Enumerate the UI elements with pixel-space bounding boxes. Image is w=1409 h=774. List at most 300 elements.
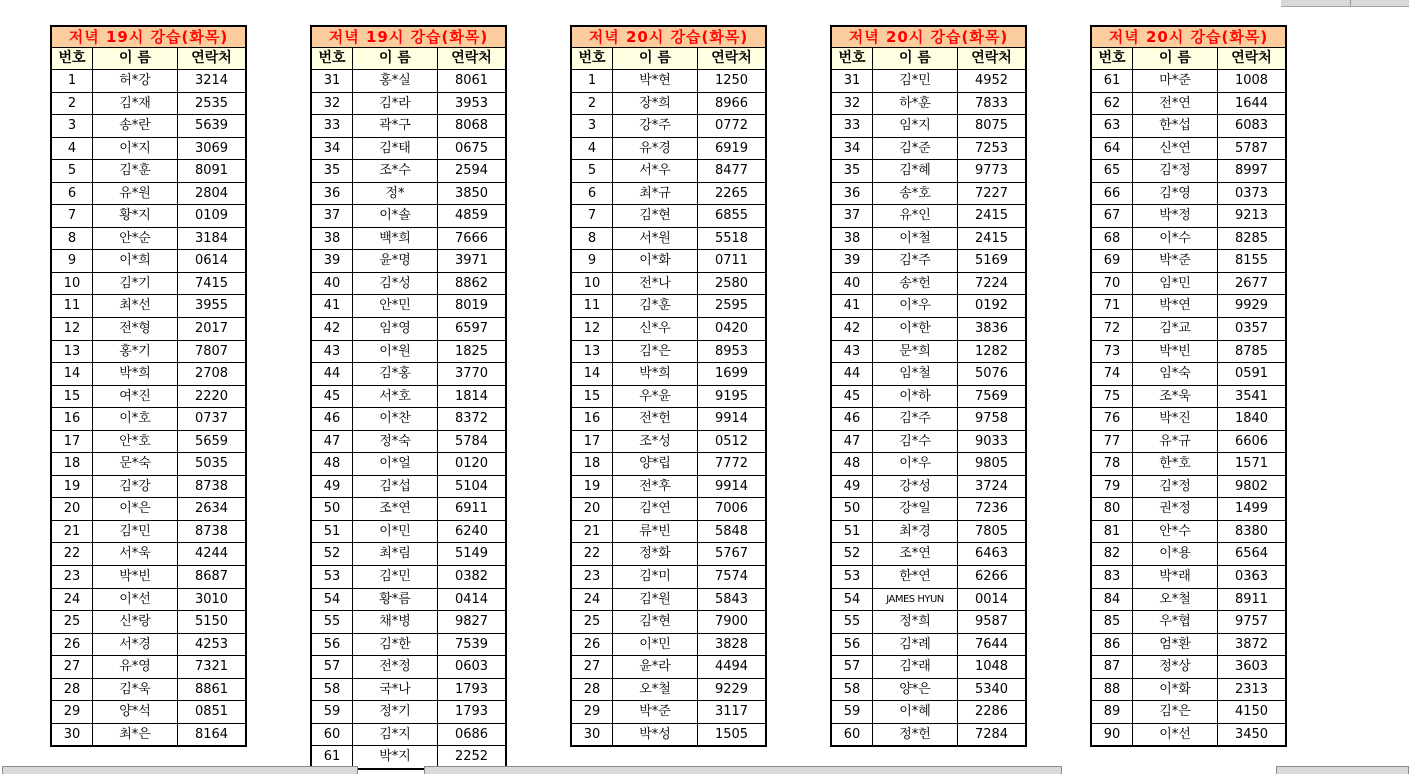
row-number-cell[interactable]: 14: [583, 366, 601, 382]
row-number-cell[interactable]: 34: [323, 140, 341, 156]
name-cell[interactable]: 권*정: [1132, 498, 1218, 520]
row-number-cell[interactable]: 15: [583, 388, 601, 404]
row-number-cell[interactable]: 30: [63, 726, 81, 742]
name-cell[interactable]: 조*수: [352, 160, 438, 182]
row-number-cell[interactable]: 57: [843, 659, 861, 675]
row-number-cell[interactable]: 2: [587, 95, 597, 111]
name-cell[interactable]: 김*홍: [352, 363, 438, 385]
name-cell[interactable]: 임*민: [1132, 273, 1218, 295]
row-number-cell[interactable]: 46: [323, 411, 341, 427]
name-cell[interactable]: 문*숙: [92, 453, 178, 475]
row-number-cell[interactable]: 38: [323, 230, 341, 246]
name-cell[interactable]: 이*희: [92, 250, 178, 272]
row-number-cell[interactable]: 68: [1103, 230, 1121, 246]
name-cell[interactable]: 홍*기: [92, 341, 178, 363]
name-cell[interactable]: 이*화: [612, 250, 698, 272]
row-number-cell[interactable]: 54: [323, 591, 341, 607]
name-cell[interactable]: 박*빈: [92, 566, 178, 588]
contact-cell[interactable]: 1499: [1234, 501, 1269, 517]
name-cell[interactable]: 여*진: [92, 386, 178, 408]
name-cell[interactable]: 김*주: [872, 408, 958, 430]
name-cell[interactable]: 안*호: [92, 431, 178, 453]
name-cell[interactable]: 김*성: [352, 273, 438, 295]
name-cell[interactable]: 김*민: [872, 70, 958, 92]
name-cell[interactable]: 김*래: [872, 656, 958, 678]
row-number-cell[interactable]: 45: [323, 388, 341, 404]
contact-cell[interactable]: 0420: [714, 321, 749, 337]
row-number-cell[interactable]: 56: [843, 636, 861, 652]
name-cell[interactable]: 박*준: [1132, 250, 1218, 272]
name-cell[interactable]: 이*화: [1132, 679, 1218, 701]
name-cell[interactable]: 김*지: [352, 724, 438, 746]
name-cell[interactable]: 유*규: [1132, 431, 1218, 453]
name-cell[interactable]: 김*정: [1132, 476, 1218, 498]
contact-cell[interactable]: 0686: [454, 726, 489, 742]
row-number-cell[interactable]: 76: [1103, 411, 1121, 427]
contact-cell[interactable]: 8075: [974, 118, 1009, 134]
row-number-cell[interactable]: 33: [843, 118, 861, 134]
row-number-cell[interactable]: 39: [323, 253, 341, 269]
row-number-cell[interactable]: 62: [1103, 95, 1121, 111]
name-cell[interactable]: 전*헌: [612, 408, 698, 430]
row-number-cell[interactable]: 58: [323, 681, 341, 697]
name-cell[interactable]: 유*경: [612, 138, 698, 160]
name-cell[interactable]: 김*은: [1132, 701, 1218, 723]
contact-cell[interactable]: 5169: [974, 253, 1009, 269]
contact-cell[interactable]: 2535: [194, 95, 229, 111]
row-number-cell[interactable]: 21: [63, 523, 81, 539]
contact-cell[interactable]: 6919: [714, 140, 749, 156]
row-number-cell[interactable]: 34: [843, 140, 861, 156]
name-cell[interactable]: 김*혜: [872, 160, 958, 182]
name-cell[interactable]: 김*미: [612, 566, 698, 588]
row-number-cell[interactable]: 36: [323, 185, 341, 201]
contact-cell[interactable]: 9773: [974, 163, 1009, 179]
row-number-cell[interactable]: 6: [587, 185, 597, 201]
name-cell[interactable]: 박*진: [1132, 408, 1218, 430]
name-cell[interactable]: 이*혜: [872, 701, 958, 723]
row-number-cell[interactable]: 37: [843, 208, 861, 224]
contact-cell[interactable]: 9914: [714, 478, 749, 494]
row-number-cell[interactable]: 54: [843, 591, 861, 607]
contact-cell[interactable]: 3828: [714, 636, 749, 652]
name-cell[interactable]: 최*선: [92, 295, 178, 317]
row-number-cell[interactable]: 23: [583, 569, 601, 585]
contact-cell[interactable]: 5784: [454, 433, 489, 449]
name-cell[interactable]: 허*강: [92, 70, 178, 92]
name-cell[interactable]: 박*희: [612, 363, 698, 385]
contact-cell[interactable]: 2595: [714, 298, 749, 314]
name-cell[interactable]: 하*훈: [872, 93, 958, 115]
row-number-cell[interactable]: 5: [587, 163, 597, 179]
row-number-cell[interactable]: 66: [1103, 185, 1121, 201]
name-cell[interactable]: 김*준: [872, 138, 958, 160]
contact-cell[interactable]: 3724: [974, 478, 1009, 494]
name-cell[interactable]: 조*연: [352, 498, 438, 520]
name-cell[interactable]: 정*숙: [352, 431, 438, 453]
row-number-cell[interactable]: 20: [63, 501, 81, 517]
name-cell[interactable]: 조*연: [872, 543, 958, 565]
row-number-cell[interactable]: 59: [323, 704, 341, 720]
name-cell[interactable]: 임*지: [872, 115, 958, 137]
contact-cell[interactable]: 0109: [194, 208, 229, 224]
name-cell[interactable]: 강*성: [872, 476, 958, 498]
name-cell[interactable]: 유*원: [92, 183, 178, 205]
name-cell[interactable]: 김*교: [1132, 318, 1218, 340]
name-cell[interactable]: 안*수: [1132, 521, 1218, 543]
name-cell[interactable]: 유*인: [872, 205, 958, 227]
name-cell[interactable]: 김*민: [92, 521, 178, 543]
row-number-cell[interactable]: 24: [63, 591, 81, 607]
contact-cell[interactable]: 3955: [194, 298, 229, 314]
contact-cell[interactable]: 7805: [974, 523, 1009, 539]
name-cell[interactable]: 이*우: [872, 453, 958, 475]
row-number-cell[interactable]: 51: [323, 523, 341, 539]
contact-cell[interactable]: 4952: [974, 73, 1009, 88]
row-number-cell[interactable]: 8: [67, 230, 77, 246]
row-number-cell[interactable]: 17: [63, 433, 81, 449]
row-number-cell[interactable]: 50: [323, 501, 341, 517]
row-number-cell[interactable]: 45: [843, 388, 861, 404]
contact-cell[interactable]: 2634: [194, 501, 229, 517]
contact-cell[interactable]: 6463: [974, 546, 1009, 562]
contact-cell[interactable]: 7666: [454, 230, 489, 246]
row-number-cell[interactable]: 37: [323, 208, 341, 224]
row-number-cell[interactable]: 44: [323, 366, 341, 382]
contact-cell[interactable]: 6606: [1234, 433, 1269, 449]
row-number-cell[interactable]: 53: [843, 569, 861, 585]
contact-cell[interactable]: 1048: [974, 659, 1009, 675]
name-cell[interactable]: 송*호: [872, 183, 958, 205]
contact-cell[interactable]: 8785: [1234, 343, 1269, 359]
name-cell[interactable]: 김*원: [612, 589, 698, 611]
row-number-cell[interactable]: 17: [583, 433, 601, 449]
name-cell[interactable]: 강*일: [872, 498, 958, 520]
row-number-cell[interactable]: 25: [583, 614, 601, 630]
name-cell[interactable]: 정*기: [352, 701, 438, 723]
contact-cell[interactable]: 7253: [974, 140, 1009, 156]
row-number-cell[interactable]: 80: [1103, 501, 1121, 517]
contact-cell[interactable]: 1505: [714, 726, 749, 742]
name-cell[interactable]: 마*준: [1132, 70, 1218, 92]
contact-cell[interactable]: 9805: [974, 456, 1009, 472]
contact-cell[interactable]: 0512: [714, 433, 749, 449]
row-number-cell[interactable]: 87: [1103, 659, 1121, 675]
contact-cell[interactable]: 1282: [974, 343, 1009, 359]
contact-cell[interactable]: 3971: [454, 253, 489, 269]
contact-cell[interactable]: 9758: [974, 411, 1009, 427]
row-number-cell[interactable]: 13: [63, 343, 81, 359]
contact-cell[interactable]: 8738: [194, 523, 229, 539]
contact-cell[interactable]: 0851: [194, 704, 229, 720]
name-cell[interactable]: 엄*환: [1132, 634, 1218, 656]
row-number-cell[interactable]: 8: [587, 230, 597, 246]
contact-cell[interactable]: 5340: [974, 681, 1009, 697]
contact-cell[interactable]: 3836: [974, 321, 1009, 337]
row-number-cell[interactable]: 31: [323, 73, 341, 88]
row-number-cell[interactable]: 61: [1103, 73, 1121, 88]
name-cell[interactable]: 김*주: [872, 250, 958, 272]
contact-cell[interactable]: 0382: [454, 569, 489, 585]
row-number-cell[interactable]: 39: [843, 253, 861, 269]
contact-cell[interactable]: 3184: [194, 230, 229, 246]
row-number-cell[interactable]: 32: [843, 95, 861, 111]
contact-cell[interactable]: 9195: [714, 388, 749, 404]
name-cell[interactable]: 김*현: [612, 205, 698, 227]
contact-cell[interactable]: 1793: [454, 704, 489, 720]
row-number-cell[interactable]: 35: [323, 163, 341, 179]
row-number-cell[interactable]: 49: [843, 478, 861, 494]
contact-cell[interactable]: 7772: [714, 456, 749, 472]
name-cell[interactable]: 박*희: [92, 363, 178, 385]
row-number-cell[interactable]: 3: [587, 118, 597, 134]
contact-cell[interactable]: 2677: [1234, 275, 1269, 291]
row-number-cell[interactable]: 49: [323, 478, 341, 494]
name-cell[interactable]: 김*욱: [92, 679, 178, 701]
contact-cell[interactable]: 8953: [714, 343, 749, 359]
contact-cell[interactable]: 7644: [974, 636, 1009, 652]
row-number-cell[interactable]: 29: [583, 704, 601, 720]
contact-cell[interactable]: 7284: [974, 726, 1009, 742]
contact-cell[interactable]: 2017: [194, 321, 229, 337]
row-number-cell[interactable]: 58: [843, 681, 861, 697]
row-number-cell[interactable]: 46: [843, 411, 861, 427]
row-number-cell[interactable]: 30: [583, 726, 601, 742]
name-cell[interactable]: 김*기: [92, 273, 178, 295]
row-number-cell[interactable]: 14: [63, 366, 81, 382]
contact-cell[interactable]: 4494: [714, 659, 749, 675]
name-cell[interactable]: 김*라: [352, 93, 438, 115]
row-number-cell[interactable]: 13: [583, 343, 601, 359]
row-number-cell[interactable]: 90: [1103, 726, 1121, 742]
row-number-cell[interactable]: 25: [63, 614, 81, 630]
name-cell[interactable]: 우*윤: [612, 386, 698, 408]
name-cell[interactable]: 서*원: [612, 228, 698, 250]
row-number-cell[interactable]: 69: [1103, 253, 1121, 269]
name-cell[interactable]: 백*희: [352, 228, 438, 250]
contact-cell[interactable]: 8061: [454, 73, 489, 88]
name-cell[interactable]: 서*욱: [92, 543, 178, 565]
name-cell[interactable]: 이*원: [352, 341, 438, 363]
row-number-cell[interactable]: 61: [323, 749, 341, 765]
name-cell[interactable]: 신*랑: [92, 611, 178, 633]
name-cell[interactable]: 김*연: [612, 498, 698, 520]
contact-cell[interactable]: 0414: [454, 591, 489, 607]
row-number-cell[interactable]: 32: [323, 95, 341, 111]
contact-cell[interactable]: 1814: [454, 388, 489, 404]
contact-cell[interactable]: 4253: [194, 636, 229, 652]
contact-cell[interactable]: 0192: [974, 298, 1009, 314]
contact-cell[interactable]: 7224: [974, 275, 1009, 291]
row-number-cell[interactable]: 22: [63, 546, 81, 562]
row-number-cell[interactable]: 42: [843, 321, 861, 337]
contact-cell[interactable]: 8155: [1234, 253, 1269, 269]
row-number-cell[interactable]: 70: [1103, 275, 1121, 291]
name-cell[interactable]: 국*나: [352, 679, 438, 701]
name-cell[interactable]: 임*철: [872, 363, 958, 385]
row-number-cell[interactable]: 27: [63, 659, 81, 675]
row-number-cell[interactable]: 79: [1103, 478, 1121, 494]
name-cell[interactable]: 양*립: [612, 453, 698, 475]
contact-cell[interactable]: 5149: [454, 546, 489, 562]
contact-cell[interactable]: 8687: [194, 569, 229, 585]
name-cell[interactable]: 김*례: [872, 634, 958, 656]
contact-cell[interactable]: 8477: [714, 163, 749, 179]
name-cell[interactable]: 서*우: [612, 160, 698, 182]
contact-cell[interactable]: 2313: [1234, 681, 1269, 697]
name-cell[interactable]: 김*훈: [612, 295, 698, 317]
row-number-cell[interactable]: 47: [843, 433, 861, 449]
row-number-cell[interactable]: 3: [67, 118, 77, 134]
contact-cell[interactable]: 8966: [714, 95, 749, 111]
row-number-cell[interactable]: 43: [843, 343, 861, 359]
contact-cell[interactable]: 6266: [974, 569, 1009, 585]
row-number-cell[interactable]: 1: [587, 73, 597, 88]
row-number-cell[interactable]: 64: [1103, 140, 1121, 156]
name-cell[interactable]: 정*화: [612, 543, 698, 565]
name-cell[interactable]: 김*훈: [92, 160, 178, 182]
row-number-cell[interactable]: 75: [1103, 388, 1121, 404]
contact-cell[interactable]: 3117: [714, 704, 749, 720]
name-cell[interactable]: 이*한: [872, 318, 958, 340]
contact-cell[interactable]: 1008: [1234, 73, 1269, 88]
row-number-cell[interactable]: 83: [1103, 569, 1121, 585]
name-cell[interactable]: 이*지: [92, 138, 178, 160]
contact-cell[interactable]: 5848: [714, 523, 749, 539]
row-number-cell[interactable]: 38: [843, 230, 861, 246]
name-cell[interactable]: 박*연: [1132, 295, 1218, 317]
row-number-cell[interactable]: 77: [1103, 433, 1121, 449]
name-cell[interactable]: 송*란: [92, 115, 178, 137]
name-cell[interactable]: 김*재: [92, 93, 178, 115]
name-cell[interactable]: 이*은: [92, 498, 178, 520]
name-cell[interactable]: 김*태: [352, 138, 438, 160]
name-cell[interactable]: 한*호: [1132, 453, 1218, 475]
row-number-cell[interactable]: 41: [843, 298, 861, 314]
name-cell[interactable]: 이*얼: [352, 453, 438, 475]
name-cell[interactable]: 한*섭: [1132, 115, 1218, 137]
row-number-cell[interactable]: 21: [583, 523, 601, 539]
contact-cell[interactable]: 7574: [714, 569, 749, 585]
contact-cell[interactable]: 1571: [1234, 456, 1269, 472]
contact-cell[interactable]: 1825: [454, 343, 489, 359]
contact-cell[interactable]: 3069: [194, 140, 229, 156]
name-cell[interactable]: 김*민: [352, 566, 438, 588]
contact-cell[interactable]: 5035: [194, 456, 229, 472]
row-number-cell[interactable]: 60: [843, 726, 861, 742]
row-number-cell[interactable]: 78: [1103, 456, 1121, 472]
contact-cell[interactable]: 7807: [194, 343, 229, 359]
contact-cell[interactable]: 8091: [194, 163, 229, 179]
contact-cell[interactable]: 9757: [1234, 614, 1269, 630]
contact-cell[interactable]: 9827: [454, 614, 489, 630]
contact-cell[interactable]: 5104: [454, 478, 489, 494]
name-cell[interactable]: 정*헌: [872, 724, 958, 746]
row-number-cell[interactable]: 11: [63, 298, 81, 314]
row-number-cell[interactable]: 71: [1103, 298, 1121, 314]
name-cell[interactable]: 박*래: [1132, 566, 1218, 588]
contact-cell[interactable]: 5843: [714, 591, 749, 607]
name-cell[interactable]: 안*민: [352, 295, 438, 317]
row-number-cell[interactable]: 59: [843, 704, 861, 720]
name-cell[interactable]: 이*솔: [352, 205, 438, 227]
row-number-cell[interactable]: 47: [323, 433, 341, 449]
contact-cell[interactable]: 9929: [1234, 298, 1269, 314]
row-number-cell[interactable]: 41: [323, 298, 341, 314]
name-cell[interactable]: 황*름: [352, 589, 438, 611]
row-number-cell[interactable]: 40: [843, 275, 861, 291]
contact-cell[interactable]: 3541: [1234, 388, 1269, 404]
name-cell[interactable]: 김*현: [612, 611, 698, 633]
row-number-cell[interactable]: 74: [1103, 366, 1121, 382]
name-cell[interactable]: 박*현: [612, 70, 698, 92]
row-number-cell[interactable]: 84: [1103, 591, 1121, 607]
name-cell[interactable]: 이*선: [1132, 724, 1218, 746]
row-number-cell[interactable]: 89: [1103, 704, 1121, 720]
name-cell[interactable]: 정*희: [872, 611, 958, 633]
name-cell[interactable]: 임*숙: [1132, 363, 1218, 385]
row-number-cell[interactable]: 44: [843, 366, 861, 382]
name-cell[interactable]: 이*하: [872, 386, 958, 408]
name-cell[interactable]: 조*성: [612, 431, 698, 453]
contact-cell[interactable]: 3010: [194, 591, 229, 607]
contact-cell[interactable]: 9802: [1234, 478, 1269, 494]
name-cell[interactable]: 유*영: [92, 656, 178, 678]
contact-cell[interactable]: 9033: [974, 433, 1009, 449]
contact-cell[interactable]: 2286: [974, 704, 1009, 720]
row-number-cell[interactable]: 35: [843, 163, 861, 179]
contact-cell[interactable]: 2804: [194, 185, 229, 201]
contact-cell[interactable]: 8862: [454, 275, 489, 291]
name-cell[interactable]: 정*: [352, 183, 438, 205]
contact-cell[interactable]: 4859: [454, 208, 489, 224]
contact-cell[interactable]: 0711: [714, 253, 749, 269]
row-number-cell[interactable]: 6: [67, 185, 77, 201]
name-cell[interactable]: 전*정: [352, 656, 438, 678]
name-cell[interactable]: 서*경: [92, 634, 178, 656]
contact-cell[interactable]: 6083: [1234, 118, 1269, 134]
contact-cell[interactable]: 3450: [1234, 726, 1269, 742]
contact-cell[interactable]: 8164: [194, 726, 229, 742]
row-number-cell[interactable]: 40: [323, 275, 341, 291]
row-number-cell[interactable]: 60: [323, 726, 341, 742]
contact-cell[interactable]: 7006: [714, 501, 749, 517]
contact-cell[interactable]: 9229: [714, 681, 749, 697]
name-cell[interactable]: 이*선: [92, 589, 178, 611]
contact-cell[interactable]: 9914: [714, 411, 749, 427]
contact-cell[interactable]: 1793: [454, 681, 489, 697]
name-cell[interactable]: 이*철: [872, 228, 958, 250]
row-number-cell[interactable]: 19: [583, 478, 601, 494]
row-number-cell[interactable]: 52: [323, 546, 341, 562]
row-number-cell[interactable]: 12: [583, 321, 601, 337]
contact-cell[interactable]: 5150: [194, 614, 229, 630]
name-cell[interactable]: 이*민: [612, 634, 698, 656]
row-number-cell[interactable]: 24: [583, 591, 601, 607]
contact-cell[interactable]: 8019: [454, 298, 489, 314]
row-number-cell[interactable]: 52: [843, 546, 861, 562]
contact-cell[interactable]: 2708: [194, 366, 229, 382]
name-cell[interactable]: 박*빈: [1132, 341, 1218, 363]
contact-cell[interactable]: 3603: [1234, 659, 1269, 675]
contact-cell[interactable]: 0675: [454, 140, 489, 156]
contact-cell[interactable]: 7236: [974, 501, 1009, 517]
contact-cell[interactable]: 0357: [1234, 321, 1269, 337]
row-number-cell[interactable]: 36: [843, 185, 861, 201]
row-number-cell[interactable]: 63: [1103, 118, 1121, 134]
contact-cell[interactable]: 0373: [1234, 185, 1269, 201]
row-number-cell[interactable]: 48: [323, 456, 341, 472]
